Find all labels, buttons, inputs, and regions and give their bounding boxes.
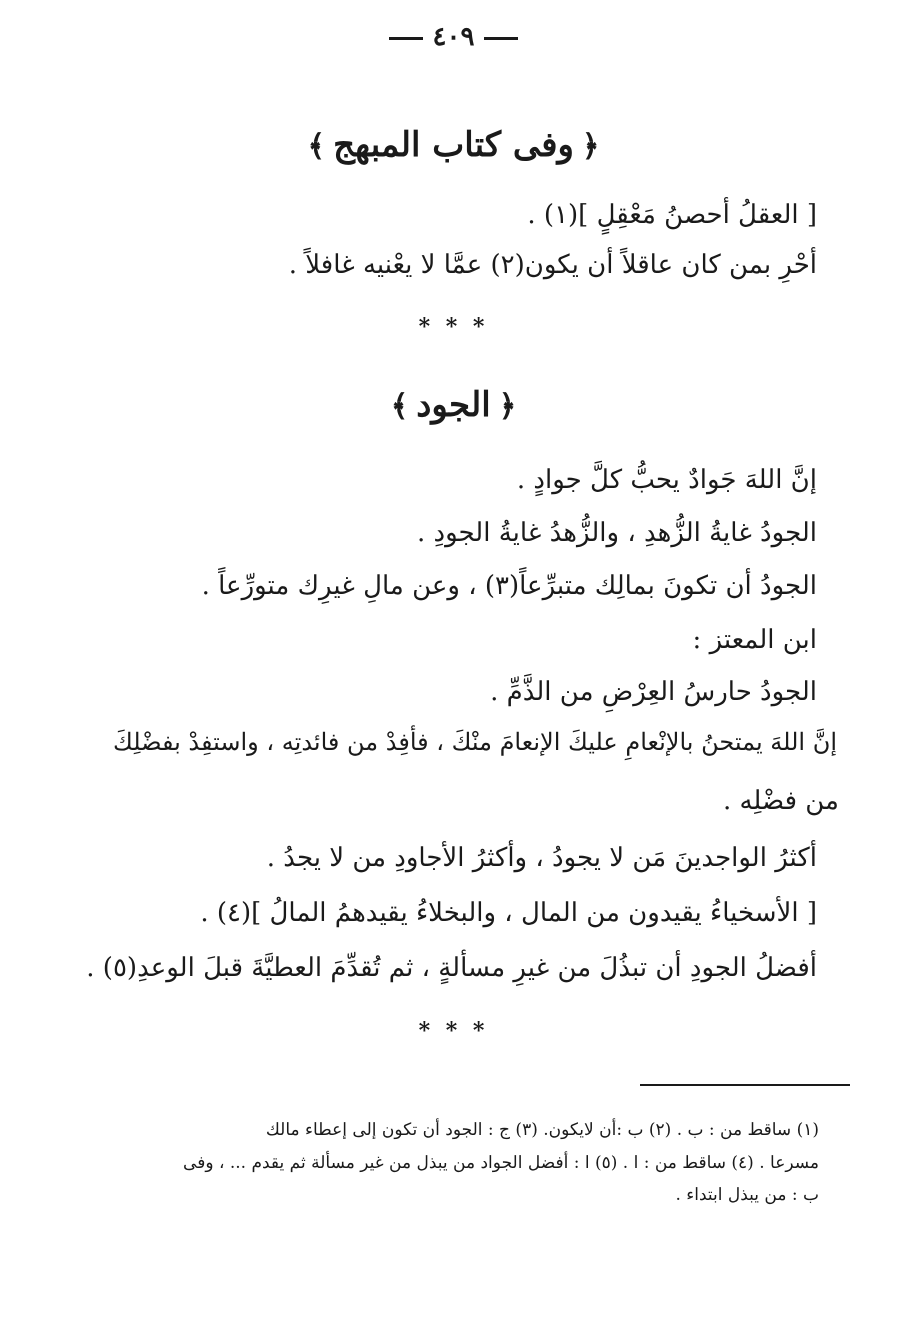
dash-right	[484, 37, 518, 40]
separator-stars: * * *	[418, 1018, 489, 1044]
text-line: ابن المعتز :	[692, 625, 817, 655]
footnote-line: مسرعا . (٤) ساقط من : ا . (٥) ا : أفضل الجواد من يبذل من غير مسألة ثم يقدم ... ، وفى	[183, 1153, 819, 1173]
text-line: إنَّ اللهَ يمتحنُ بالإنْعامِ عليكَ الإنعامَ منْكَ ، فأفِدْ من فائدتِه ، واستفِدْ بفضْلِكَ	[112, 728, 837, 756]
separator-stars: * * *	[418, 314, 489, 340]
page-number-text: ٤٠٩	[432, 22, 475, 52]
text-line: أكثرُ الواجدينَ مَن لا يجودُ ، وأكثرُ الأجاودِ من لا يجدُ .	[266, 843, 817, 873]
ornament-open: ﴿	[581, 129, 600, 164]
text-line: إنَّ اللهَ جَوادٌ يحبُّ كلَّ جوادٍ .	[516, 465, 817, 495]
section-heading-mubhij	[0, 125, 907, 165]
text-line: [ الأسخياءُ يقيدون من المال ، والبخلاءُ يقيدهمُ المالُ ](٤) .	[200, 898, 817, 928]
footnote-rule	[640, 1084, 850, 1086]
footnote-line: (١) ساقط من : ب . (٢) ب :أن لايكون. (٣) ج : الجود أن تكون إلى إعطاء مالك	[265, 1120, 819, 1140]
ornament-close: ﴾	[390, 389, 409, 424]
section-heading-jood	[0, 385, 907, 425]
dash-left	[389, 37, 423, 40]
section-title: وفى كتاب المبهج	[333, 125, 574, 165]
text-line: الجودُ أن تكونَ بمالِك متبرِّعاً(٣) ، وعن مالِ غيرِك متورِّعاً .	[201, 571, 817, 601]
text-line: [ العقلُ أحصنُ مَعْقِلٍ ](١) .	[527, 200, 817, 230]
ornament-close: ﴾	[307, 129, 326, 164]
footnote-line: ب : من يبذل ابتداء .	[675, 1185, 819, 1205]
text-line: أحْرِ بمن كان عاقلاً أن يكون(٢) عمَّا لا يعْنيه غافلاً .	[288, 250, 817, 280]
section-title: الجود	[416, 385, 491, 425]
page-number	[0, 22, 907, 52]
ornament-open: ﴿	[498, 389, 517, 424]
text-line: أفضلُ الجودِ أن تبذُلَ من غيرِ مسألةٍ ، ثم تُقدِّمَ العطيَّةَ قبلَ الوعدِ(٥) .	[86, 953, 817, 983]
text-line: الجودُ غايةُ الزُّهدِ ، والزُّهدُ غايةُ الجودِ .	[416, 518, 817, 548]
text-line: من فضْلِه .	[722, 786, 839, 816]
text-line: الجودُ حارسُ العِرْضِ من الذَّمِّ .	[490, 677, 817, 707]
